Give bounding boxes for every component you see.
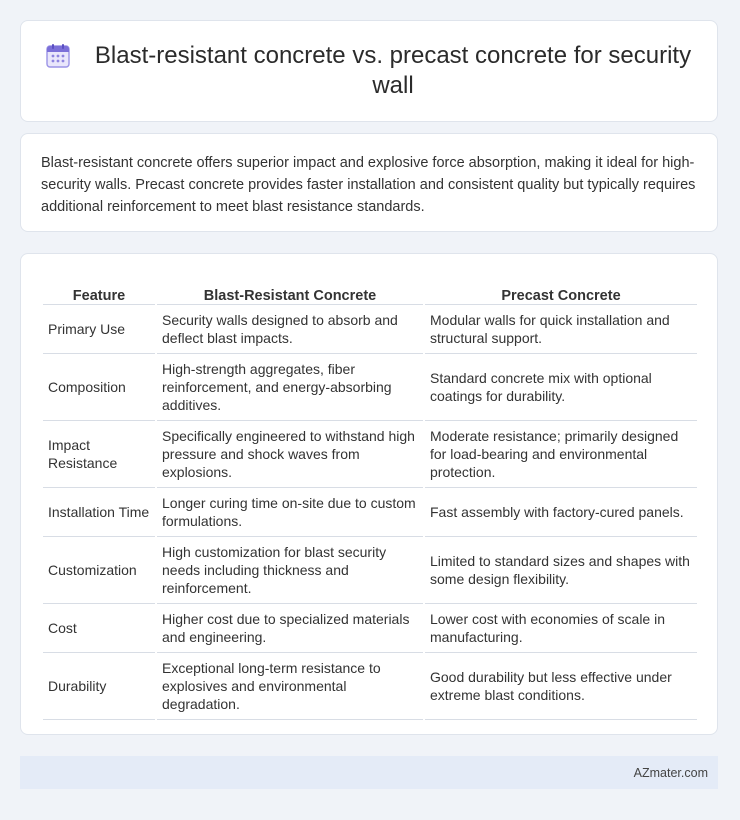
- cell-precast: Good durability but less effective under extreme blast conditions.: [425, 653, 697, 720]
- cell-precast: Limited to standard sizes and shapes with some design flexibility.: [425, 537, 697, 604]
- title-card: [20, 20, 718, 122]
- page-title: Blast-resistant concrete vs. precast concrete for security wall: [94, 42, 692, 99]
- table-row: [43, 653, 697, 720]
- comparison-table: [41, 274, 699, 720]
- cell-blast: Higher cost due to specialized materials and engineering.: [157, 604, 423, 653]
- cell-precast: Fast assembly with factory-cured panels.: [425, 488, 697, 537]
- table-row: [43, 305, 697, 354]
- comparison-table-card: [20, 253, 718, 735]
- summary-card: [20, 133, 718, 232]
- cell-precast: Moderate resistance; primarily designed for load-bearing and environmental protection.: [425, 421, 697, 488]
- summary-text: Blast-resistant concrete offers superior impact and explosive force absorption, making it ideal for high-security walls. Precast concrete provides faster installation and consistent quality but typically requires additional reinforcement to meet blast resistance standards.: [41, 155, 696, 215]
- cell-feature: Cost: [43, 604, 155, 653]
- cell-blast: High customization for blast security needs including thickness and reinforcement.: [157, 537, 423, 604]
- cell-precast: Modular walls for quick installation and structural support.: [425, 305, 697, 354]
- table-row: [43, 488, 697, 537]
- cell-blast: Specifically engineered to withstand high pressure and shock waves from explosions.: [157, 421, 423, 488]
- cell-blast: Exceptional long-term resistance to explosives and environmental degradation.: [157, 653, 423, 720]
- calendar-icon: [45, 43, 71, 69]
- header-blast-resistant: Blast-Resistant Concrete: [157, 274, 423, 305]
- cell-feature: Customization: [43, 537, 155, 604]
- cell-feature: Durability: [43, 653, 155, 720]
- table-row: [43, 537, 697, 604]
- table-row: [43, 604, 697, 653]
- cell-feature: Impact Resistance: [43, 421, 155, 488]
- cell-blast: Longer curing time on-site due to custom formulations.: [157, 488, 423, 537]
- footer-bar: [20, 756, 718, 789]
- cell-precast: Lower cost with economies of scale in manufacturing.: [425, 604, 697, 653]
- table-row: [43, 421, 697, 488]
- cell-feature: Composition: [43, 354, 155, 421]
- cell-blast: Security walls designed to absorb and deflect blast impacts.: [157, 305, 423, 354]
- header-precast: Precast Concrete: [425, 274, 697, 305]
- table-row: [43, 354, 697, 421]
- cell-feature: Primary Use: [43, 305, 155, 354]
- cell-precast: Standard concrete mix with optional coatings for durability.: [425, 354, 697, 421]
- footer-brand: AZmater.com: [633, 765, 708, 780]
- cell-feature: Installation Time: [43, 488, 155, 537]
- table-header-row: [43, 274, 697, 305]
- header-feature: Feature: [43, 274, 155, 305]
- cell-blast: High-strength aggregates, fiber reinforcement, and energy-absorbing additives.: [157, 354, 423, 421]
